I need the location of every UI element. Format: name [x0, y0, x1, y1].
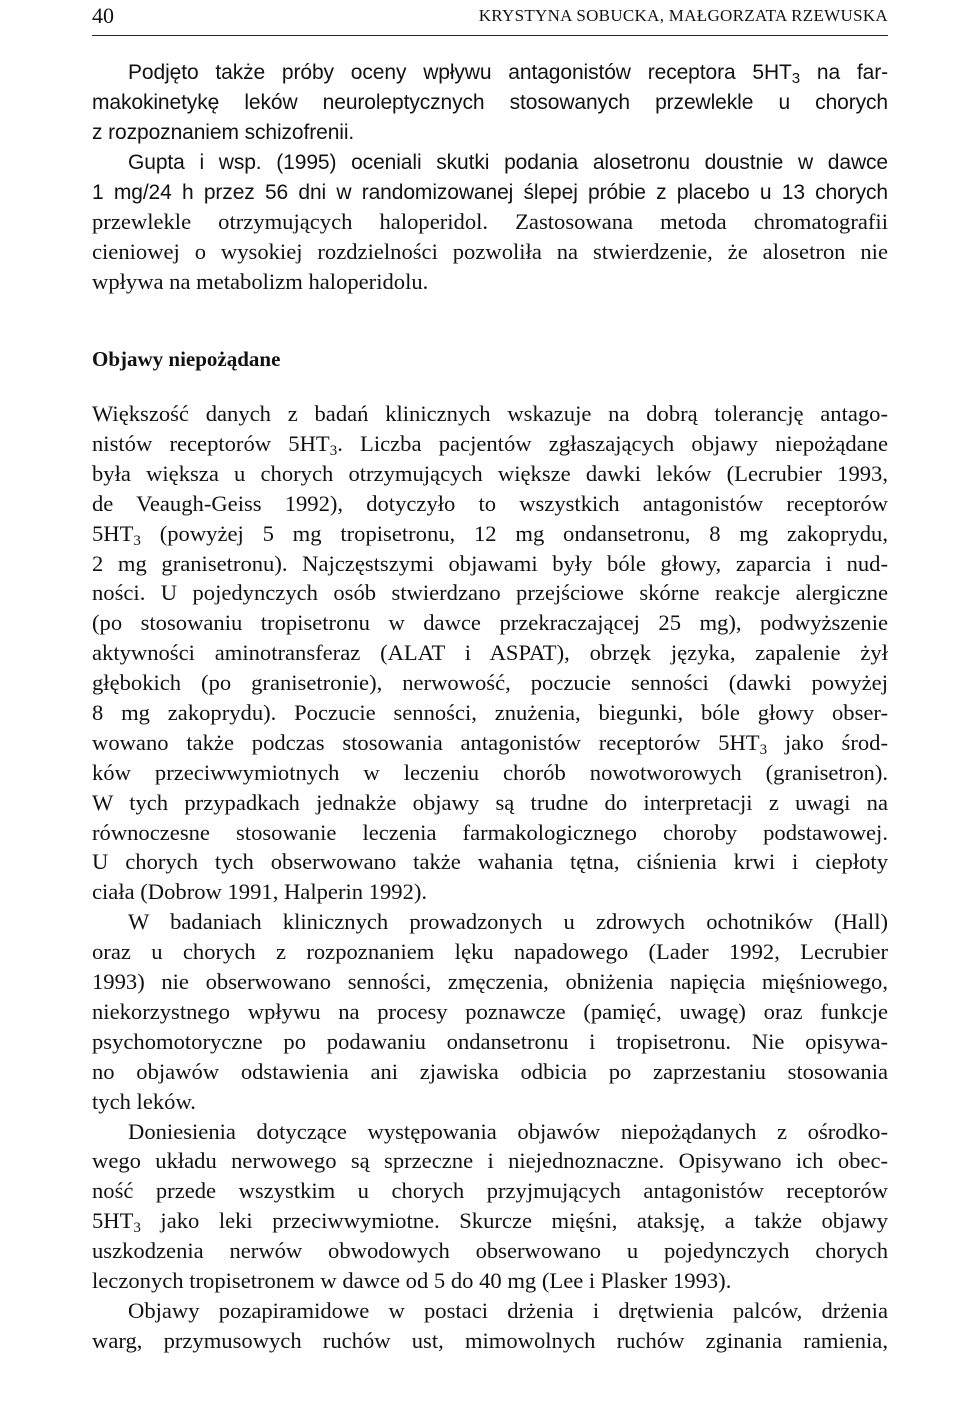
text-line: Podjęto także próby oceny wpływu antagonistów receptora $5HT_3$ na far- — [128, 61, 888, 87]
text-line: de Veaugh-Geiss 1992), dotyczyło to wszystkich antagonistów receptorów — [92, 490, 888, 516]
text-line: z rozpoznaniem schizofrenii. — [92, 120, 355, 144]
page-number: 40 — [92, 3, 114, 28]
text-line: była większa u chorych otrzymujących większe dawki leków (Lecrubier 1993, — [92, 460, 888, 486]
text-line: ności. U pojedynczych osób stwierdzano przejściowe skórne reakcje alergiczne — [92, 580, 888, 606]
text-line: $5HT_3$ jako leki przeciwwymiotne. Skurcze mięśni, ataksję, a także objawy — [92, 1208, 888, 1237]
text-line: W tych przypadkach jednakże objawy są trudne do interpretacji z uwagi na — [92, 789, 888, 815]
header-rule — [92, 35, 888, 36]
text-line: głębokich (po granisetronie), nerwowość, poczucie senności (dawki powyżej — [92, 670, 888, 696]
text-line: równoczesne stosowanie leczenia farmakologicznego choroby podstawowej. — [92, 819, 888, 845]
body-text — [92, 58, 888, 1356]
text-line: U chorych tych obserwowano także wahania tętna, ciśnienia krwi i ciepłoty — [92, 849, 888, 875]
text-line: warg, przymusowych ruchów ust, mimowolnych ruchów zginania ramienia, — [92, 1327, 888, 1353]
text-line: 1 mg/24 h przez 56 dni w randomizowanej ślepej próbie z placebo u 13 chorych — [92, 180, 888, 204]
text-line: $5HT_3$ (powyżej 5 mg tropisetronu, 12 mg ondansetronu, 8 mg zakoprydu, — [92, 520, 888, 549]
text-line: przewlekle otrzymujących haloperidol. Zastosowana metoda chromatografii — [92, 209, 888, 235]
spacer — [92, 297, 888, 327]
text-line: oraz u chorych z rozpoznaniem lęku napadowego (Lader 1992, Lecrubier — [92, 939, 888, 965]
text-line: wpływa na metabolizm haloperidolu. — [92, 269, 429, 295]
paragraph-3 — [92, 399, 888, 907]
paragraph-2 — [92, 148, 888, 297]
paragraph-1 — [92, 58, 888, 148]
text-line: ków przeciwwymiotnych w leczeniu chorób nowotworowych (granisetron). — [92, 759, 888, 785]
text-line: (po stosowaniu tropisetronu w dawce przekraczającej 25 mg), podwyższenie — [92, 610, 888, 636]
text-line: niekorzystnego wpływu na procesy poznawcze (pamięć, uwagę) oraz funkcje — [92, 998, 888, 1024]
text-line: wowano także podczas stosowania antagonistów receptorów $5HT_3$ jako środ- — [92, 729, 888, 758]
text-line: leczonych tropisetronem w dawce od 5 do 40 mg (Lee i Plasker 1993). — [92, 1267, 732, 1293]
page-header — [92, 0, 888, 34]
text-line: makokinetykę leków neuroleptycznych stosowanych przewlekle u chorych — [92, 90, 888, 114]
text-line: ciała (Dobrow 1991, Halperin 1992). — [92, 879, 428, 905]
text-line: wego układu nerwowego są sprzeczne i niejednoznaczne. Opisywano ich obec- — [92, 1148, 888, 1174]
text-line: no objawów odstawienia ani zjawiska odbicia po zaprzestaniu stosowania — [92, 1058, 888, 1084]
text-line: cieniowej o wysokiej rozdzielności pozwoliła na stwierdzenie, że alosetron nie — [92, 239, 888, 265]
text-line: 8 mg zakoprydu). Poczucie senności, znużenia, biegunki, bóle głowy obser- — [92, 700, 888, 726]
text-line: 1993) nie obserwowano senności, zmęczenia, obniżenia napięcia mięśniowego, — [92, 969, 888, 995]
text-line: Objawy pozapiramidowe w postaci drżenia i drętwienia palców, drżenia — [128, 1297, 888, 1323]
running-head: KRYSTYNA SOBUCKA, MAŁGORZATA RZEWUSKA — [478, 6, 888, 25]
text-line: Doniesienia dotyczące występowania objawów niepożądanych z ośrodko- — [128, 1118, 888, 1144]
text-line: psychomotoryczne po podawaniu ondansetronu i tropisetronu. Nie opisywa- — [92, 1028, 888, 1054]
text-line: aktywności aminotransferaz (ALAT i ASPAT), obrzęk języka, zapalenie żył — [92, 640, 888, 666]
spacer — [92, 379, 888, 399]
text-line: Gupta i wsp. (1995) oceniali skutki podania alosetronu doustnie w dawce — [128, 150, 888, 174]
text-line: ność przede wszystkim u chorych przyjmujących antagonistów receptorów — [92, 1178, 888, 1204]
text-line: W badaniach klinicznych prowadzonych u zdrowych ochotników (Hall) — [128, 909, 888, 935]
paragraph-4 — [92, 907, 888, 1116]
text-line: 2 mg granisetronu). Najczęstszymi objawami były bóle głowy, zaparcia i nud- — [92, 550, 888, 576]
paragraph-5 — [92, 1117, 888, 1296]
section-heading: Objawy niepożądane — [92, 347, 281, 372]
paragraph-6 — [92, 1296, 888, 1356]
text-line: nistów receptorów $5HT_3$. Liczba pacjentów zgłaszających objawy niepożądane — [92, 431, 888, 459]
text-line: tych leków. — [92, 1088, 196, 1114]
text-line: Większość danych z badań klinicznych wskazuje na dobrą tolerancję antago- — [92, 401, 888, 427]
text-line: uszkodzenia nerwów obwodowych obserwowano u pojedynczych chorych — [92, 1238, 888, 1264]
